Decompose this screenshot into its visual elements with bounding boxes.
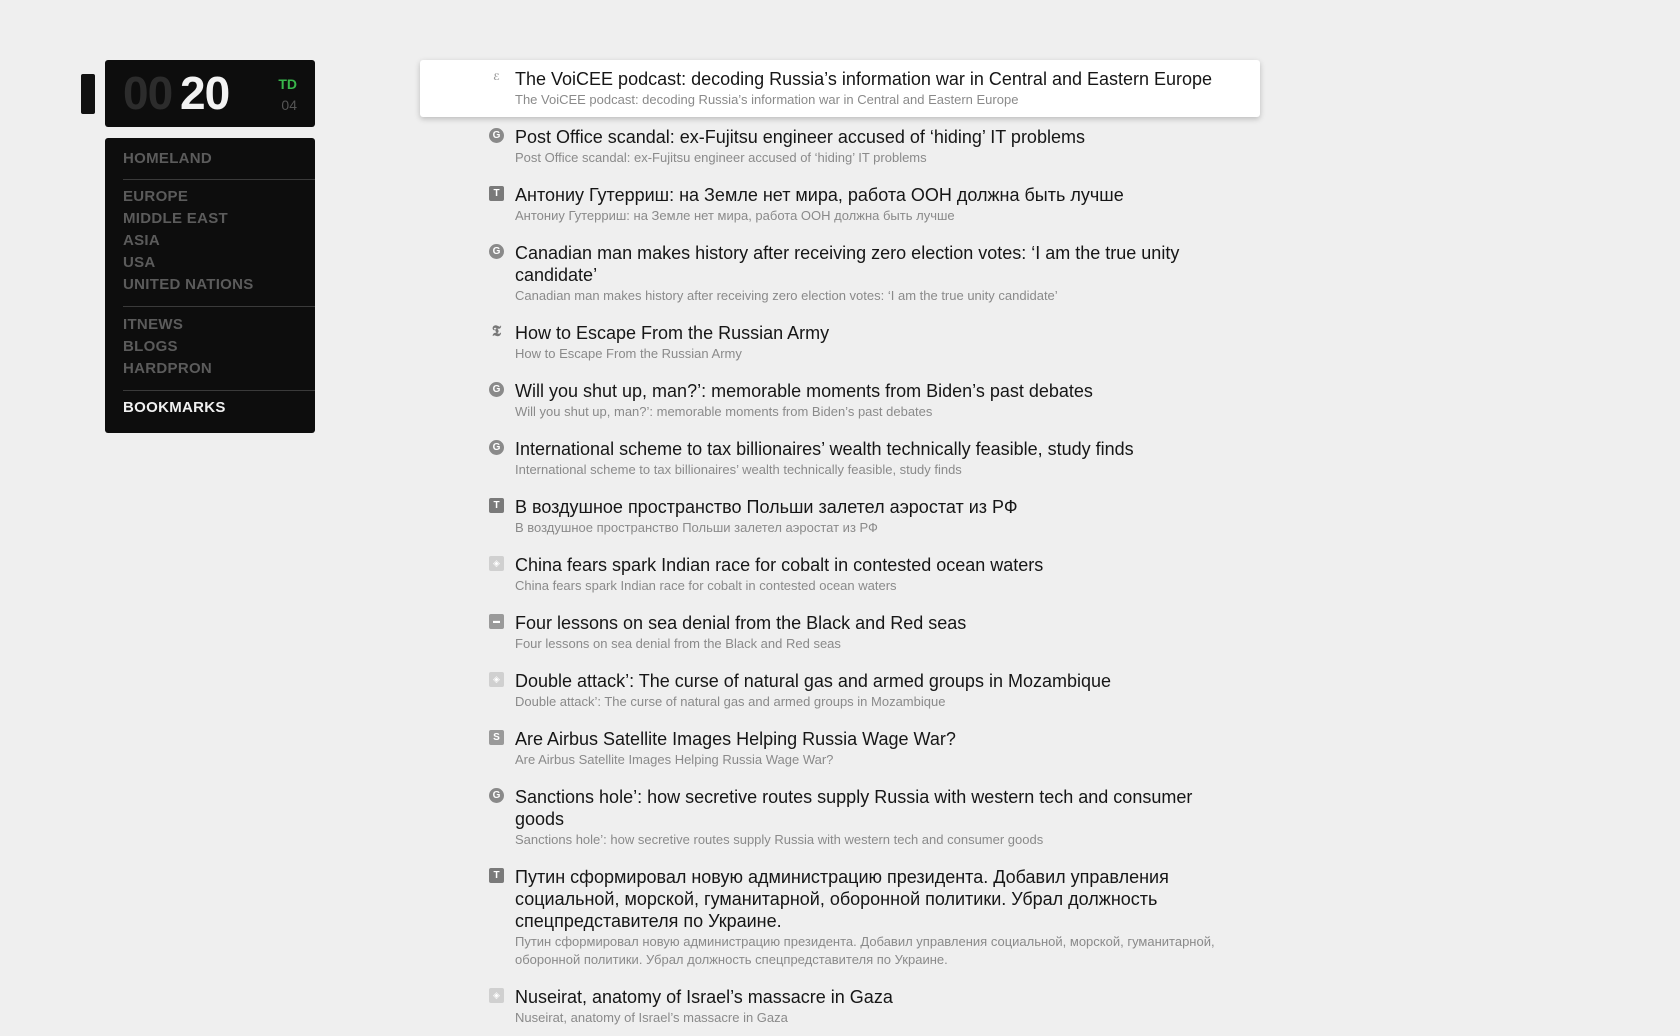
news-item[interactable] <box>420 372 1260 429</box>
nav-item-itnews[interactable]: ITNEWS <box>123 316 184 333</box>
news-item-subtitle: How to Escape From the Russian Army <box>515 346 742 361</box>
news-item-subtitle: Four lessons on sea denial from the Black and Red seas <box>515 636 841 651</box>
news-item-subtitle: Double attack’: The curse of natural gas and armed groups in Mozambique <box>515 694 946 709</box>
news-item-title[interactable]: Will you shut up, man?’: memorable moments from Biden’s past debates <box>515 381 1093 401</box>
news-item-subtitle: Антониу Гутерриш: на Земле нет мира, работа ООН должна быть лучше <box>515 208 955 223</box>
guardian-icon: G <box>489 128 504 143</box>
aljazeera-icon: ◈ <box>489 556 504 571</box>
clock-code: TD <box>278 76 297 92</box>
news-item[interactable] <box>420 720 1260 777</box>
nav-item-blogs[interactable]: BLOGS <box>123 338 178 355</box>
nav-divider <box>123 306 315 307</box>
nav-item-europe[interactable]: EUROPE <box>123 188 189 205</box>
news-item-title[interactable]: Are Airbus Satellite Images Helping Russia Wage War? <box>515 729 956 749</box>
news-item[interactable] <box>420 60 1260 117</box>
news-item[interactable] <box>420 234 1260 313</box>
clock-hours-dim: 00 <box>123 67 173 119</box>
news-item-subtitle: Nuseirat, anatomy of Israel’s massacre in Gaza <box>515 1010 788 1025</box>
nyt-icon: 𝕿 <box>491 322 502 340</box>
nav-item-asia[interactable]: ASIA <box>123 232 161 249</box>
news-item-title[interactable]: The VoiCEE podcast: decoding Russia’s information war in Central and Eastern Europe <box>515 69 1213 89</box>
news-item-subtitle: Post Office scandal: ex-Fujitsu engineer accused of ‘hiding’ IT problems <box>515 150 927 165</box>
news-item-subtitle: Путин сформировал новую администрацию президента. Добавил управления социальной, морской, гуманитарной, оборонной политики. Убрал должность спецпредставителя по Украине. <box>515 934 1215 967</box>
news-item[interactable] <box>420 118 1260 175</box>
news-item-title[interactable]: Nuseirat, anatomy of Israel’s massacre in Gaza <box>515 987 893 1007</box>
s-icon: S <box>489 730 504 745</box>
news-item-subtitle: Canadian man makes history after receiving zero election votes: ‘I am the true unity candidate’ <box>515 288 1058 303</box>
news-item-title[interactable]: Sanctions hole’: how secretive routes supply Russia with western tech and consumer goods <box>515 787 1193 829</box>
guardian-icon: G <box>489 440 504 455</box>
news-item-title[interactable]: Four lessons on sea denial from the Black and Red seas <box>515 613 967 633</box>
category-nav <box>105 138 315 433</box>
ecfr-icon: ℰ <box>493 72 500 82</box>
news-item[interactable] <box>420 430 1260 487</box>
news-item[interactable] <box>420 778 1260 857</box>
nav-item-bookmarks[interactable]: BOOKMARKS <box>123 399 226 416</box>
nav-item-usa[interactable]: USA <box>123 254 156 271</box>
news-item-title[interactable]: В воздушное пространство Польши залетел аэростат из РФ <box>515 497 1018 517</box>
nav-item-united-nations[interactable]: UNITED NATIONS <box>123 276 254 293</box>
news-item-subtitle: The VoiCEE podcast: decoding Russia’s information war in Central and Eastern Europe <box>515 92 1019 107</box>
tass-icon: T <box>489 868 504 883</box>
nav-divider <box>123 390 315 391</box>
news-item-subtitle: Sanctions hole’: how secretive routes supply Russia with western tech and consumer goods <box>515 832 1044 847</box>
news-item-subtitle: International scheme to tax billionaires’ wealth technically feasible, study finds <box>515 462 962 477</box>
news-item-title[interactable]: How to Escape From the Russian Army <box>515 323 830 343</box>
news-item[interactable] <box>420 978 1260 1035</box>
aljazeera-icon: ◈ <box>489 988 504 1003</box>
news-item-subtitle: Will you shut up, man?’: memorable moments from Biden’s past debates <box>515 404 933 419</box>
clock-widget <box>105 60 315 127</box>
news-item-subtitle: Are Airbus Satellite Images Helping Russia Wage War? <box>515 752 834 767</box>
tass-icon: T <box>489 186 504 201</box>
news-item-title[interactable]: Антониу Гутерриш: на Земле нет мира, работа ООН должна быть лучше <box>515 185 1124 205</box>
news-item-title[interactable]: China fears spark Indian race for cobalt in contested ocean waters <box>515 555 1044 575</box>
aljazeera-icon: ◈ <box>489 672 504 687</box>
news-item-title[interactable]: Canadian man makes history after receiving zero election votes: ‘I am the true unity candidate’ <box>515 243 1180 285</box>
news-feed <box>420 60 1260 1036</box>
news-item[interactable] <box>420 314 1260 371</box>
news-item-subtitle: China fears spark Indian race for cobalt in contested ocean waters <box>515 578 897 593</box>
news-item[interactable] <box>420 176 1260 233</box>
guardian-icon: G <box>489 788 504 803</box>
clock-hours-bright: 20 <box>180 67 230 119</box>
clock-number: 04 <box>281 97 297 113</box>
news-item[interactable] <box>420 858 1260 977</box>
news-item-title[interactable]: Путин сформировал новую администрацию президента. Добавил управления социальной, морской, гуманитарной, оборонной политики. Убрал должность спецпредставителя по Украине. <box>515 867 1169 931</box>
news-item[interactable] <box>420 662 1260 719</box>
nav-item-middle-east[interactable]: MIDDLE EAST <box>123 210 228 227</box>
nav-divider <box>123 179 315 180</box>
guardian-icon: G <box>489 244 504 259</box>
news-item-title[interactable]: Double attack’: The curse of natural gas and armed groups in Mozambique <box>515 671 1112 691</box>
news-item-title[interactable]: Post Office scandal: ex-Fujitsu engineer accused of ‘hiding’ IT problems <box>515 127 1085 147</box>
news-item[interactable] <box>420 488 1260 545</box>
warontherocks-icon: ▬ <box>489 614 504 629</box>
news-item-subtitle: В воздушное пространство Польши залетел аэростат из РФ <box>515 520 878 535</box>
news-item[interactable] <box>420 546 1260 603</box>
nav-item-homeland[interactable]: HOMELAND <box>123 150 213 167</box>
guardian-icon: G <box>489 382 504 397</box>
sidebar-indicator <box>81 74 95 114</box>
nav-item-hardpron[interactable]: HARDPRON <box>123 360 213 377</box>
news-item[interactable] <box>420 604 1260 661</box>
tass-icon: T <box>489 498 504 513</box>
news-item-title[interactable]: International scheme to tax billionaires’ wealth technically feasible, study finds <box>515 439 1134 459</box>
